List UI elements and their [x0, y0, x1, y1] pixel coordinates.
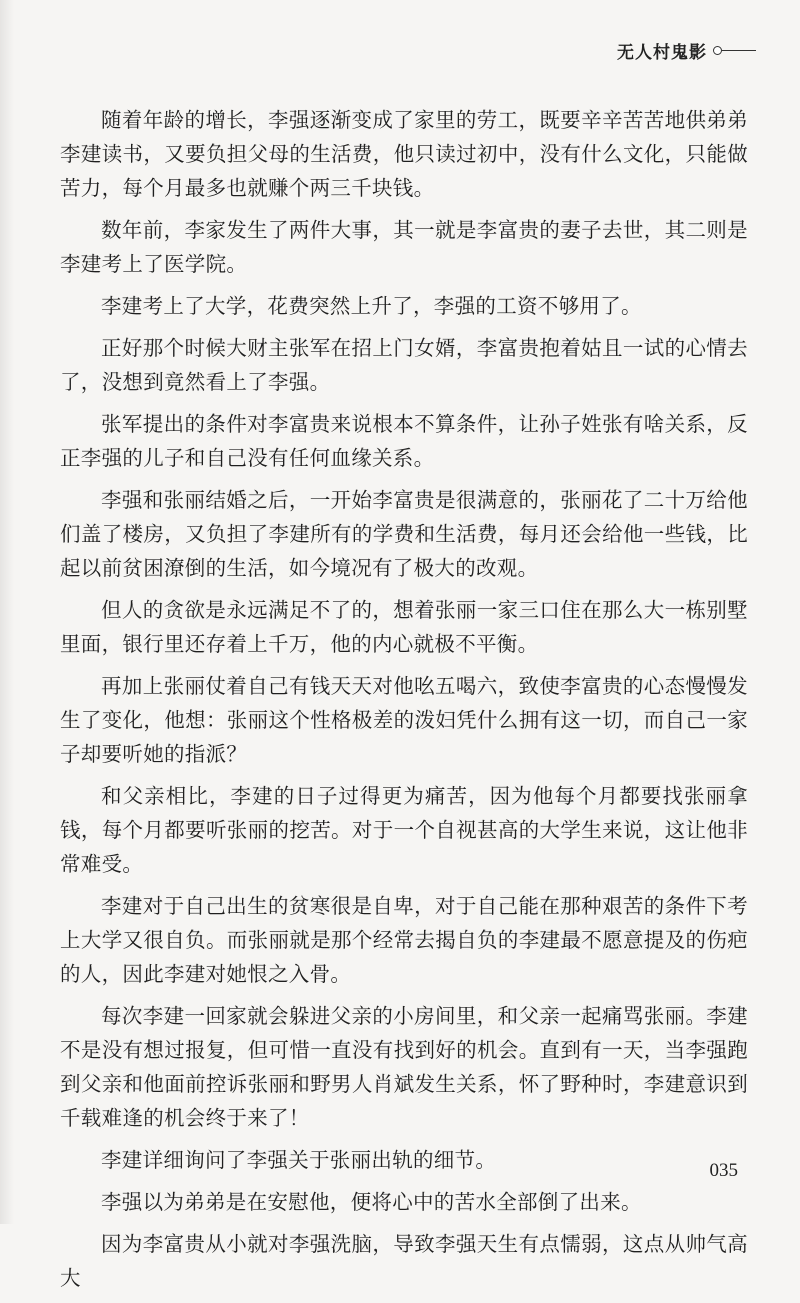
paragraph: 李建考上了大学，花费突然上升了，李强的工资不够用了。 — [101, 294, 642, 318]
paragraph: 张军提出的条件对李富贵来说根本不算条件，让孙子姓张有啥关系，反正李强的儿子和自己没有任何血缘关系。 — [60, 412, 748, 470]
header-ornament-icon — [713, 46, 756, 55]
paragraph: 和父亲相比，李建的日子过得更为痛苦，因为他每个月都要找张丽拿钱，每个月都要听张丽的挖苦。对于一个自视甚高的大学生来说，这让他非常难受。 — [60, 784, 748, 876]
paragraph: 再加上张丽仗着自己有钱天天对他吆五喝六，致使李富贵的心态慢慢发生了变化，他想：张丽这个性格极差的泼妇凭什么拥有这一切，而自己一家子却要听她的指派？ — [60, 674, 748, 766]
running-head — [617, 38, 756, 63]
paragraph: 数年前，李家发生了两件大事，其一就是李富贵的妻子去世，其二则是李建考上了医学院。 — [60, 218, 748, 276]
book-title: 无人村鬼影 — [617, 43, 707, 63]
paragraph: 随着年龄的增长，李强逐渐变成了家里的劳工，既要辛辛苦苦地供弟弟李建读书，又要负担父母的生活费，他只读过初中，没有什么文化，只能做苦力，每个月最多也就赚个两三千块钱。 — [60, 108, 748, 200]
paragraph: 正好那个时候大财主张军在招上门女婿，李富贵抱着姑且一试的心情去了，没想到竟然看上了李强。 — [60, 336, 748, 394]
page-edge-shade — [0, 0, 14, 1224]
paragraph: 每次李建一回家就会躲进父亲的小房间里，和父亲一起痛骂张丽。李建不是没有想过报复，但可惜一直没有找到好的机会。直到有一天，当李强跑到父亲和他面前控诉张丽和野男人肖斌发生关系，怀了野种时，李建意识到千载难逢的机会终于来了！ — [60, 1004, 748, 1130]
paragraph: 因为李富贵从小就对李强洗脑，导致李强天生有点懦弱，这点从帅气高大 — [60, 1232, 748, 1290]
paragraph: 李强以为弟弟是在安慰他，便将心中的苦水全部倒了出来。 — [101, 1190, 642, 1214]
page-body — [60, 103, 748, 1303]
paragraph: 李建对于自己出生的贫寒很是自卑，对于自己能在那种艰苦的条件下考上大学又很自负。而张丽就是那个经常去揭自负的李建最不愿意提及的伤疤的人，因此李建对她恨之入骨。 — [60, 894, 748, 986]
paragraph: 李强和张丽结婚之后，一开始李富贵是很满意的，张丽花了二十万给他们盖了楼房，又负担了李建所有的学费和生活费，每月还会给他一些钱，比起以前贫困潦倒的生活，如今境况有了极大的改观。 — [60, 488, 748, 580]
page-number: 035 — [709, 1160, 738, 1181]
paragraph: 李建详细询问了李强关于张丽出轨的细节。 — [101, 1148, 497, 1172]
paragraph: 但人的贪欲是永远满足不了的，想着张丽一家三口住在那么大一栋别墅里面，银行里还存着上千万，他的内心就极不平衡。 — [60, 598, 748, 656]
